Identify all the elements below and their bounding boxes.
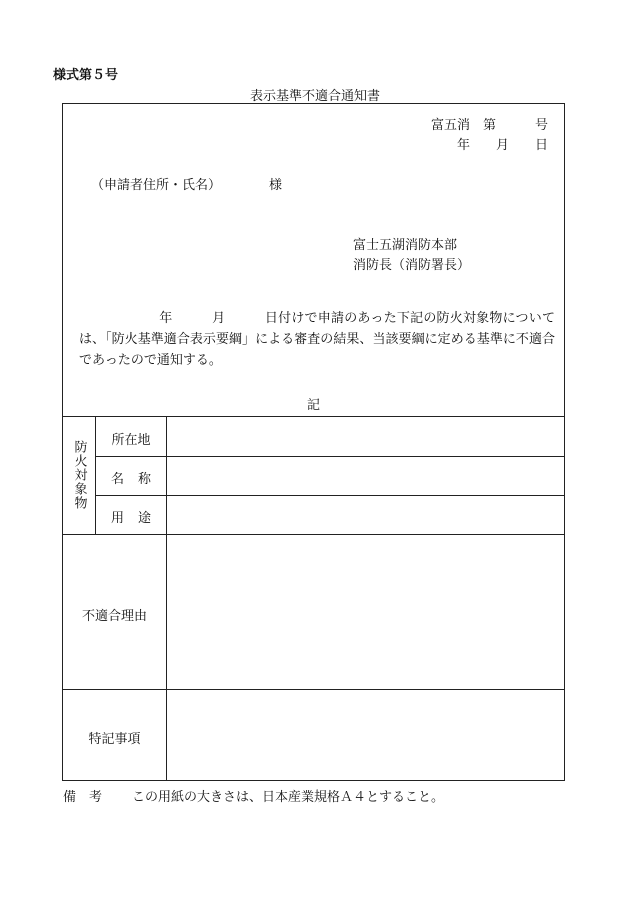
applicant-label: （申請者住所・氏名） [91, 178, 222, 193]
ki-heading: 記 [306, 398, 320, 413]
row-rule-use [63, 534, 564, 535]
table-top-rule [63, 416, 564, 417]
fire-prevention-object-label [63, 416, 95, 534]
issuer-chief: 消防長（消防署長） [353, 258, 471, 273]
date-line: 年 月 日 [456, 138, 548, 153]
issuer-organization: 富士五湖消防本部 [353, 238, 458, 253]
remarks-heading: 備 考 [63, 790, 103, 805]
reference-number: 富五消 第 号 [430, 118, 548, 133]
form-number: 様式第５号 [53, 68, 119, 83]
nonconformity-reason-label: 不適合理由 [81, 609, 147, 624]
notice-body-text [79, 308, 555, 371]
special-notes-label: 特記事項 [88, 732, 141, 747]
row-rule-name [95, 495, 564, 496]
row-rule-location [95, 456, 564, 457]
notice-frame [62, 103, 565, 781]
row-rule-reason [63, 689, 564, 690]
notice-body-content: 年 月 日付けで申請のあった下記の防火対象物については、「防火基準適合表示要綱」による審査の結果、当該要綱に定める基準に不適合であったので通知する。 [79, 311, 555, 368]
document-title: 表示基準不適合通知書 [249, 89, 380, 104]
name-label: 名称 [110, 472, 165, 487]
applicant-honorific: 様 [269, 178, 283, 193]
location-label: 所在地 [111, 433, 151, 448]
fire-prevention-object-text: 防火対象物 [71, 440, 87, 510]
label-column-rule [166, 416, 167, 781]
use-label: 用途 [110, 511, 165, 526]
remarks-text: この用紙の大きさは、日本産業規格Ａ４とすること。 [132, 790, 445, 805]
